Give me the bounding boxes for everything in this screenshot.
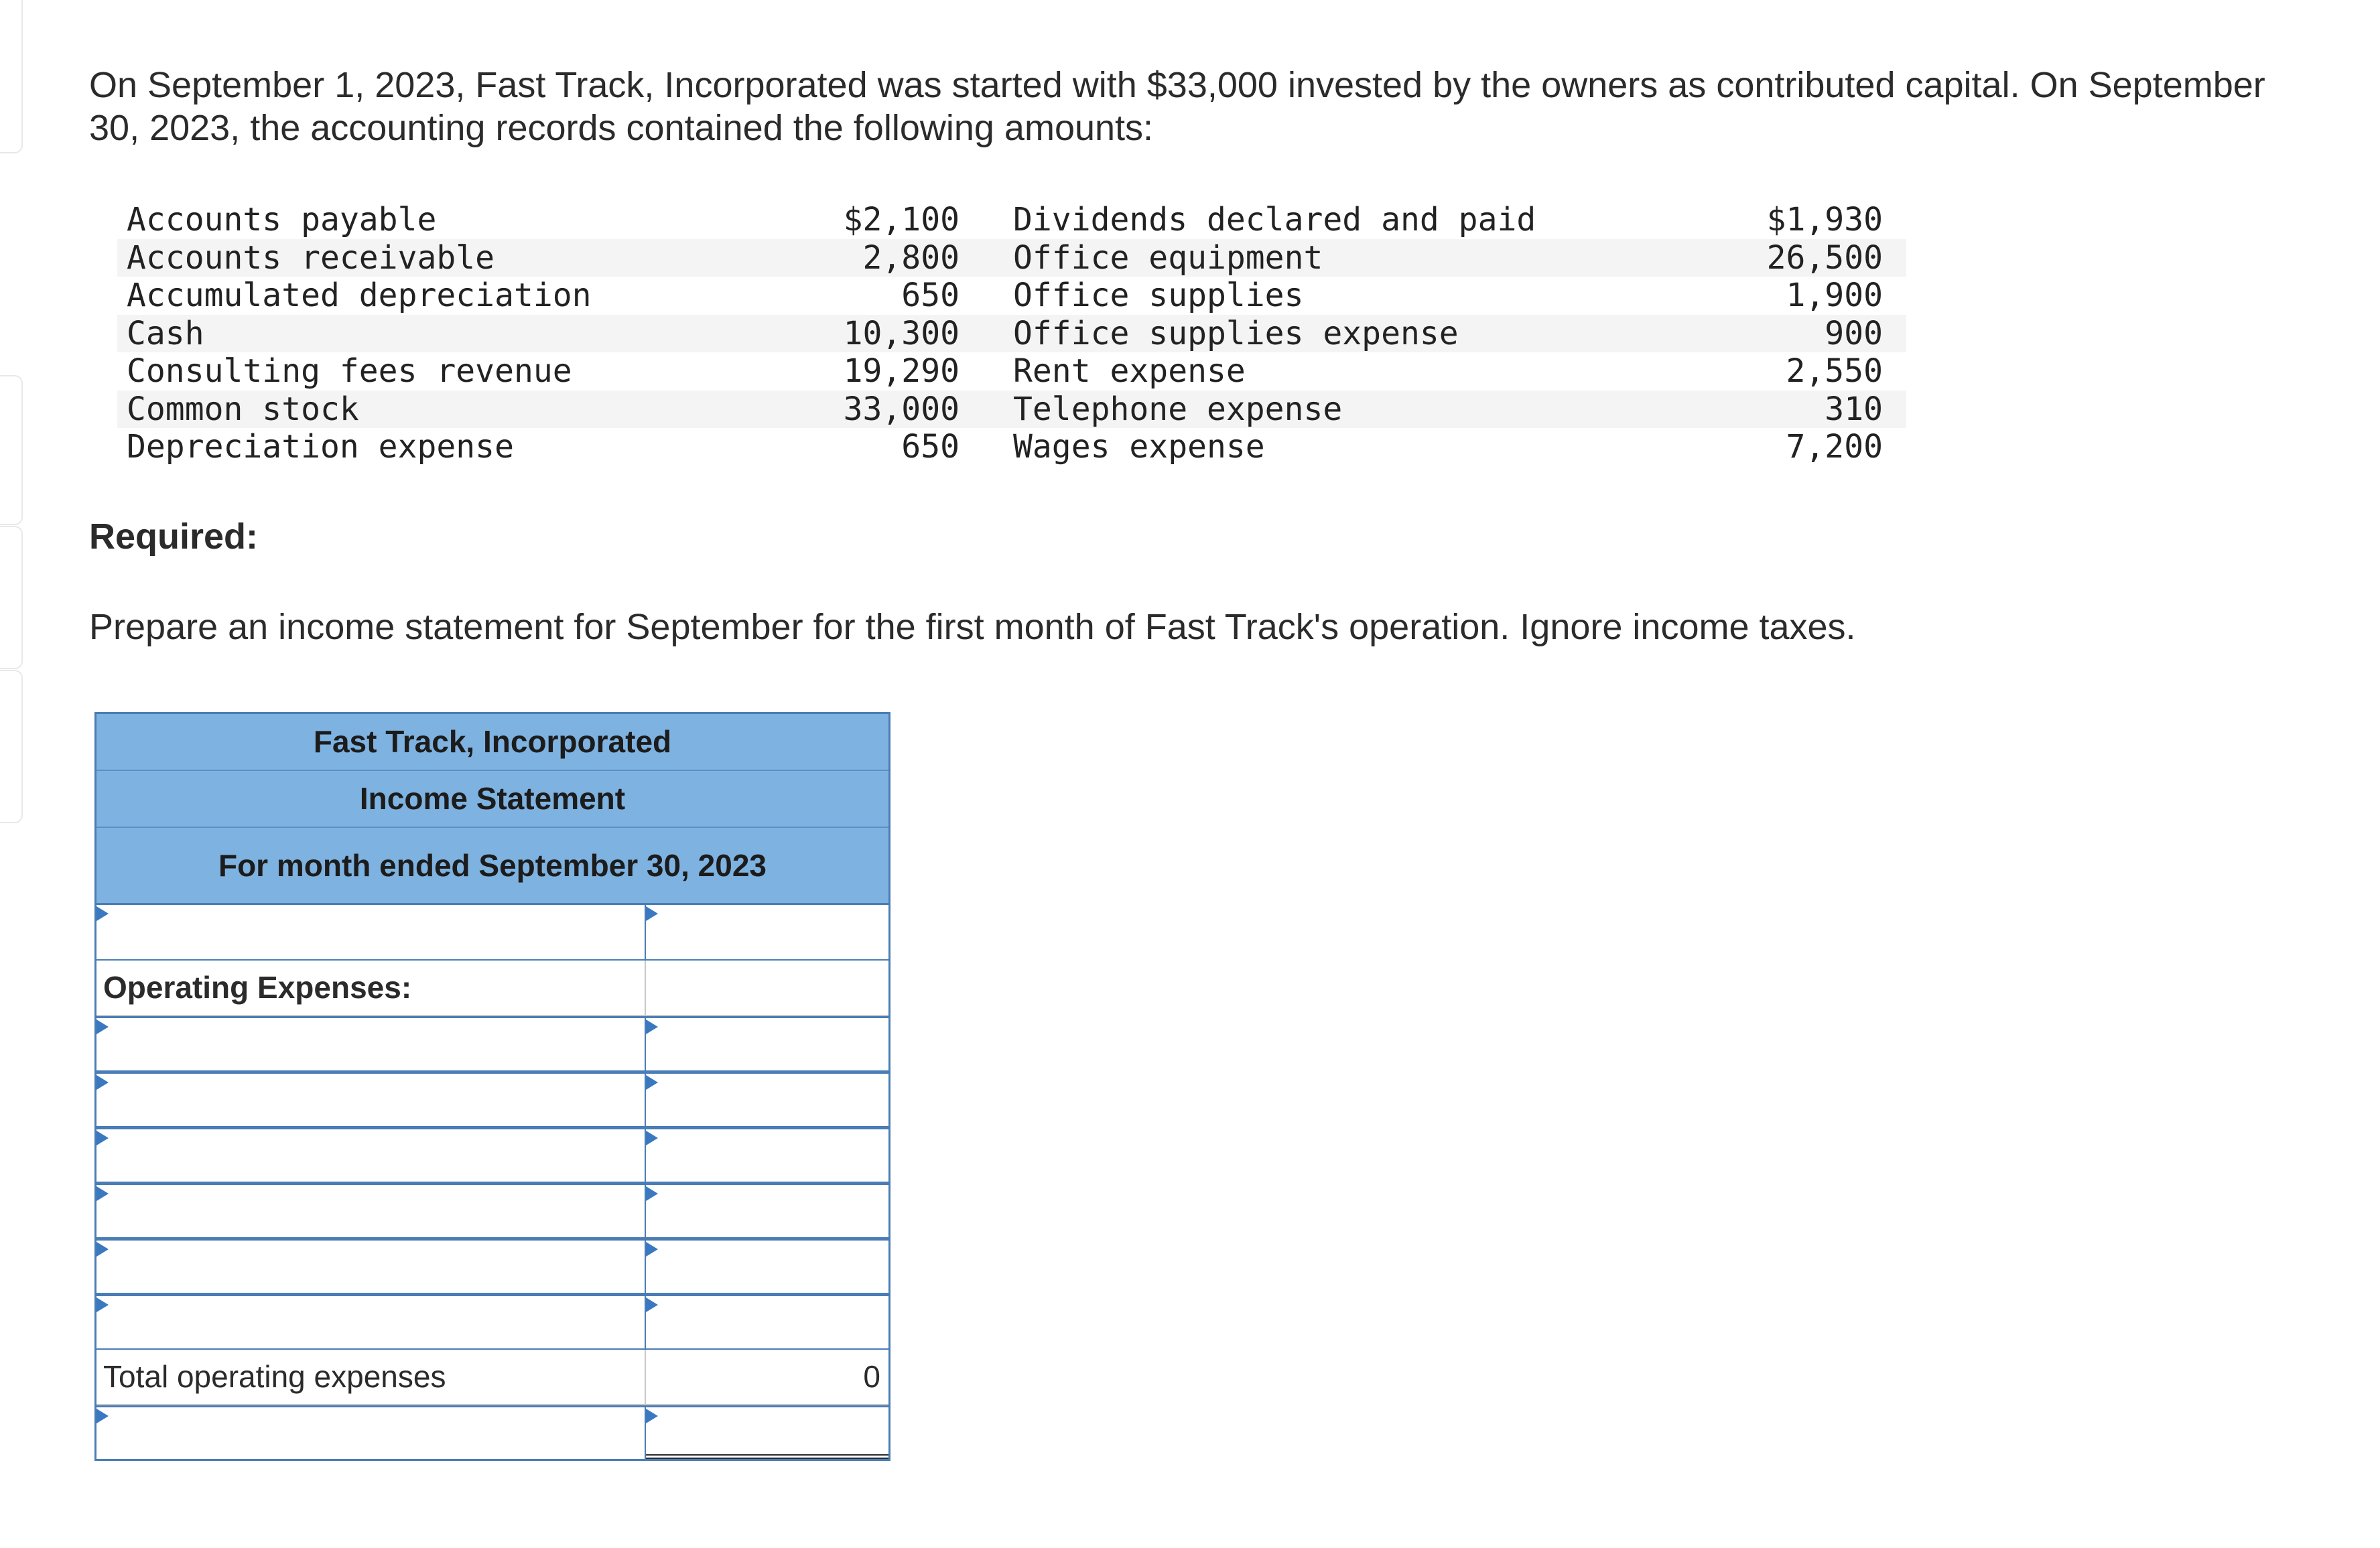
amount-cell[interactable] bbox=[646, 1018, 888, 1070]
statement-period: For month ended September 30, 2023 bbox=[96, 828, 888, 905]
accounts-table bbox=[117, 201, 1906, 466]
account-value: 10,300 bbox=[823, 315, 980, 353]
amount-input[interactable] bbox=[646, 1018, 888, 1070]
amount-cell[interactable] bbox=[646, 1407, 888, 1459]
account-value: 2,800 bbox=[823, 239, 980, 277]
account-value: 2,550 bbox=[1786, 352, 1883, 391]
account-name: Accounts receivable bbox=[117, 239, 823, 277]
account-name-input[interactable] bbox=[96, 1074, 645, 1126]
account-value: 7,200 bbox=[1786, 428, 1883, 466]
account-value: 310 bbox=[1693, 391, 1906, 429]
table-row bbox=[117, 391, 1906, 429]
account-value: $2,100 bbox=[843, 201, 960, 239]
table-row bbox=[117, 352, 1906, 391]
amount-input[interactable] bbox=[646, 1296, 888, 1348]
amount-input[interactable] bbox=[646, 1074, 888, 1126]
side-tab[interactable] bbox=[0, 375, 23, 525]
amount-cell[interactable] bbox=[646, 1241, 888, 1293]
account-dropdown[interactable] bbox=[96, 1185, 646, 1237]
amount-cell[interactable] bbox=[646, 905, 888, 959]
account-name-input[interactable] bbox=[96, 1129, 645, 1182]
account-name-input[interactable] bbox=[96, 1407, 645, 1459]
account-name-input[interactable] bbox=[96, 1241, 645, 1293]
account-dropdown[interactable] bbox=[96, 1129, 646, 1182]
amount-cell[interactable] bbox=[646, 1129, 888, 1182]
amount-input[interactable] bbox=[646, 905, 888, 959]
operating-expenses-label: Operating Expenses: bbox=[96, 961, 646, 1015]
account-name: Common stock bbox=[117, 391, 823, 429]
account-name: Telephone expense bbox=[980, 391, 1693, 429]
side-tab[interactable] bbox=[0, 0, 23, 153]
problem-intro: On September 1, 2023, Fast Track, Incorporated was started with $33,000 invested by the owners as contributed capital. On September 30, 2023, the accounting records contained the following amounts: bbox=[89, 65, 2265, 148]
statement-row bbox=[96, 1294, 888, 1350]
statement-row bbox=[96, 1350, 888, 1405]
amount-input[interactable] bbox=[646, 1241, 888, 1293]
account-name: Dividends declared and paid bbox=[1013, 201, 1536, 239]
account-value: 900 bbox=[1693, 315, 1906, 353]
account-name: Office supplies bbox=[1013, 277, 1304, 315]
account-name: Rent expense bbox=[1013, 352, 1246, 391]
account-name-input[interactable] bbox=[96, 1018, 645, 1070]
side-tab[interactable] bbox=[0, 670, 23, 823]
account-name: Office supplies expense bbox=[980, 315, 1693, 353]
statement-row bbox=[96, 961, 888, 1016]
amount-input[interactable] bbox=[646, 1185, 888, 1237]
amount-cell[interactable] bbox=[646, 1074, 888, 1126]
amount-input[interactable] bbox=[646, 1407, 888, 1454]
account-value: 650 bbox=[901, 428, 960, 466]
table-row bbox=[117, 277, 1906, 315]
account-name: Accumulated depreciation bbox=[127, 277, 592, 315]
account-dropdown[interactable] bbox=[96, 1241, 646, 1293]
task-instruction: Prepare an income statement for September for the first month of Fast Track's operation. Ignore income taxes. bbox=[89, 607, 1856, 647]
statement-row bbox=[96, 1016, 888, 1072]
account-name-input[interactable] bbox=[96, 1185, 645, 1237]
account-name: Consulting fees revenue bbox=[127, 352, 572, 391]
account-value: 26,500 bbox=[1693, 239, 1906, 277]
statement-row bbox=[96, 1183, 888, 1239]
company-name: Fast Track, Incorporated bbox=[96, 714, 888, 771]
account-name: Wages expense bbox=[1013, 428, 1265, 466]
account-name-input[interactable] bbox=[96, 905, 645, 959]
account-value: 19,290 bbox=[843, 352, 960, 391]
total-operating-expenses-label: Total operating expenses bbox=[96, 1350, 646, 1404]
statement-title: Income Statement bbox=[96, 771, 888, 828]
account-dropdown[interactable] bbox=[96, 1074, 646, 1126]
account-dropdown[interactable] bbox=[96, 1296, 646, 1348]
table-row bbox=[117, 201, 1906, 239]
table-row bbox=[117, 315, 1906, 353]
account-value: 650 bbox=[901, 277, 960, 315]
account-name: Cash bbox=[117, 315, 823, 353]
total-operating-expenses-value: 0 bbox=[863, 1359, 880, 1394]
account-name: Depreciation expense bbox=[127, 428, 514, 466]
account-value: 1,900 bbox=[1786, 277, 1883, 315]
amount-input[interactable] bbox=[646, 1129, 888, 1182]
account-name: Accounts payable bbox=[127, 201, 437, 239]
side-tab[interactable] bbox=[0, 526, 23, 669]
account-dropdown[interactable] bbox=[96, 1407, 646, 1459]
statement-row bbox=[96, 1127, 888, 1183]
statement-row bbox=[96, 905, 888, 961]
table-row bbox=[117, 428, 1906, 466]
statement-row bbox=[96, 1072, 888, 1127]
account-dropdown[interactable] bbox=[96, 1018, 646, 1070]
account-name: Office equipment bbox=[980, 239, 1693, 277]
required-heading: Required: bbox=[89, 516, 259, 557]
account-value: $1,930 bbox=[1766, 201, 1883, 239]
statement-row bbox=[96, 1239, 888, 1294]
account-name-input[interactable] bbox=[96, 1296, 645, 1348]
income-statement-form bbox=[94, 712, 890, 1461]
amount-cell[interactable] bbox=[646, 1296, 888, 1348]
statement-row bbox=[96, 1405, 888, 1459]
account-value: 33,000 bbox=[823, 391, 980, 429]
table-row bbox=[117, 239, 1906, 277]
empty-cell bbox=[646, 961, 888, 1015]
amount-cell[interactable] bbox=[646, 1185, 888, 1237]
account-dropdown[interactable] bbox=[96, 905, 646, 959]
